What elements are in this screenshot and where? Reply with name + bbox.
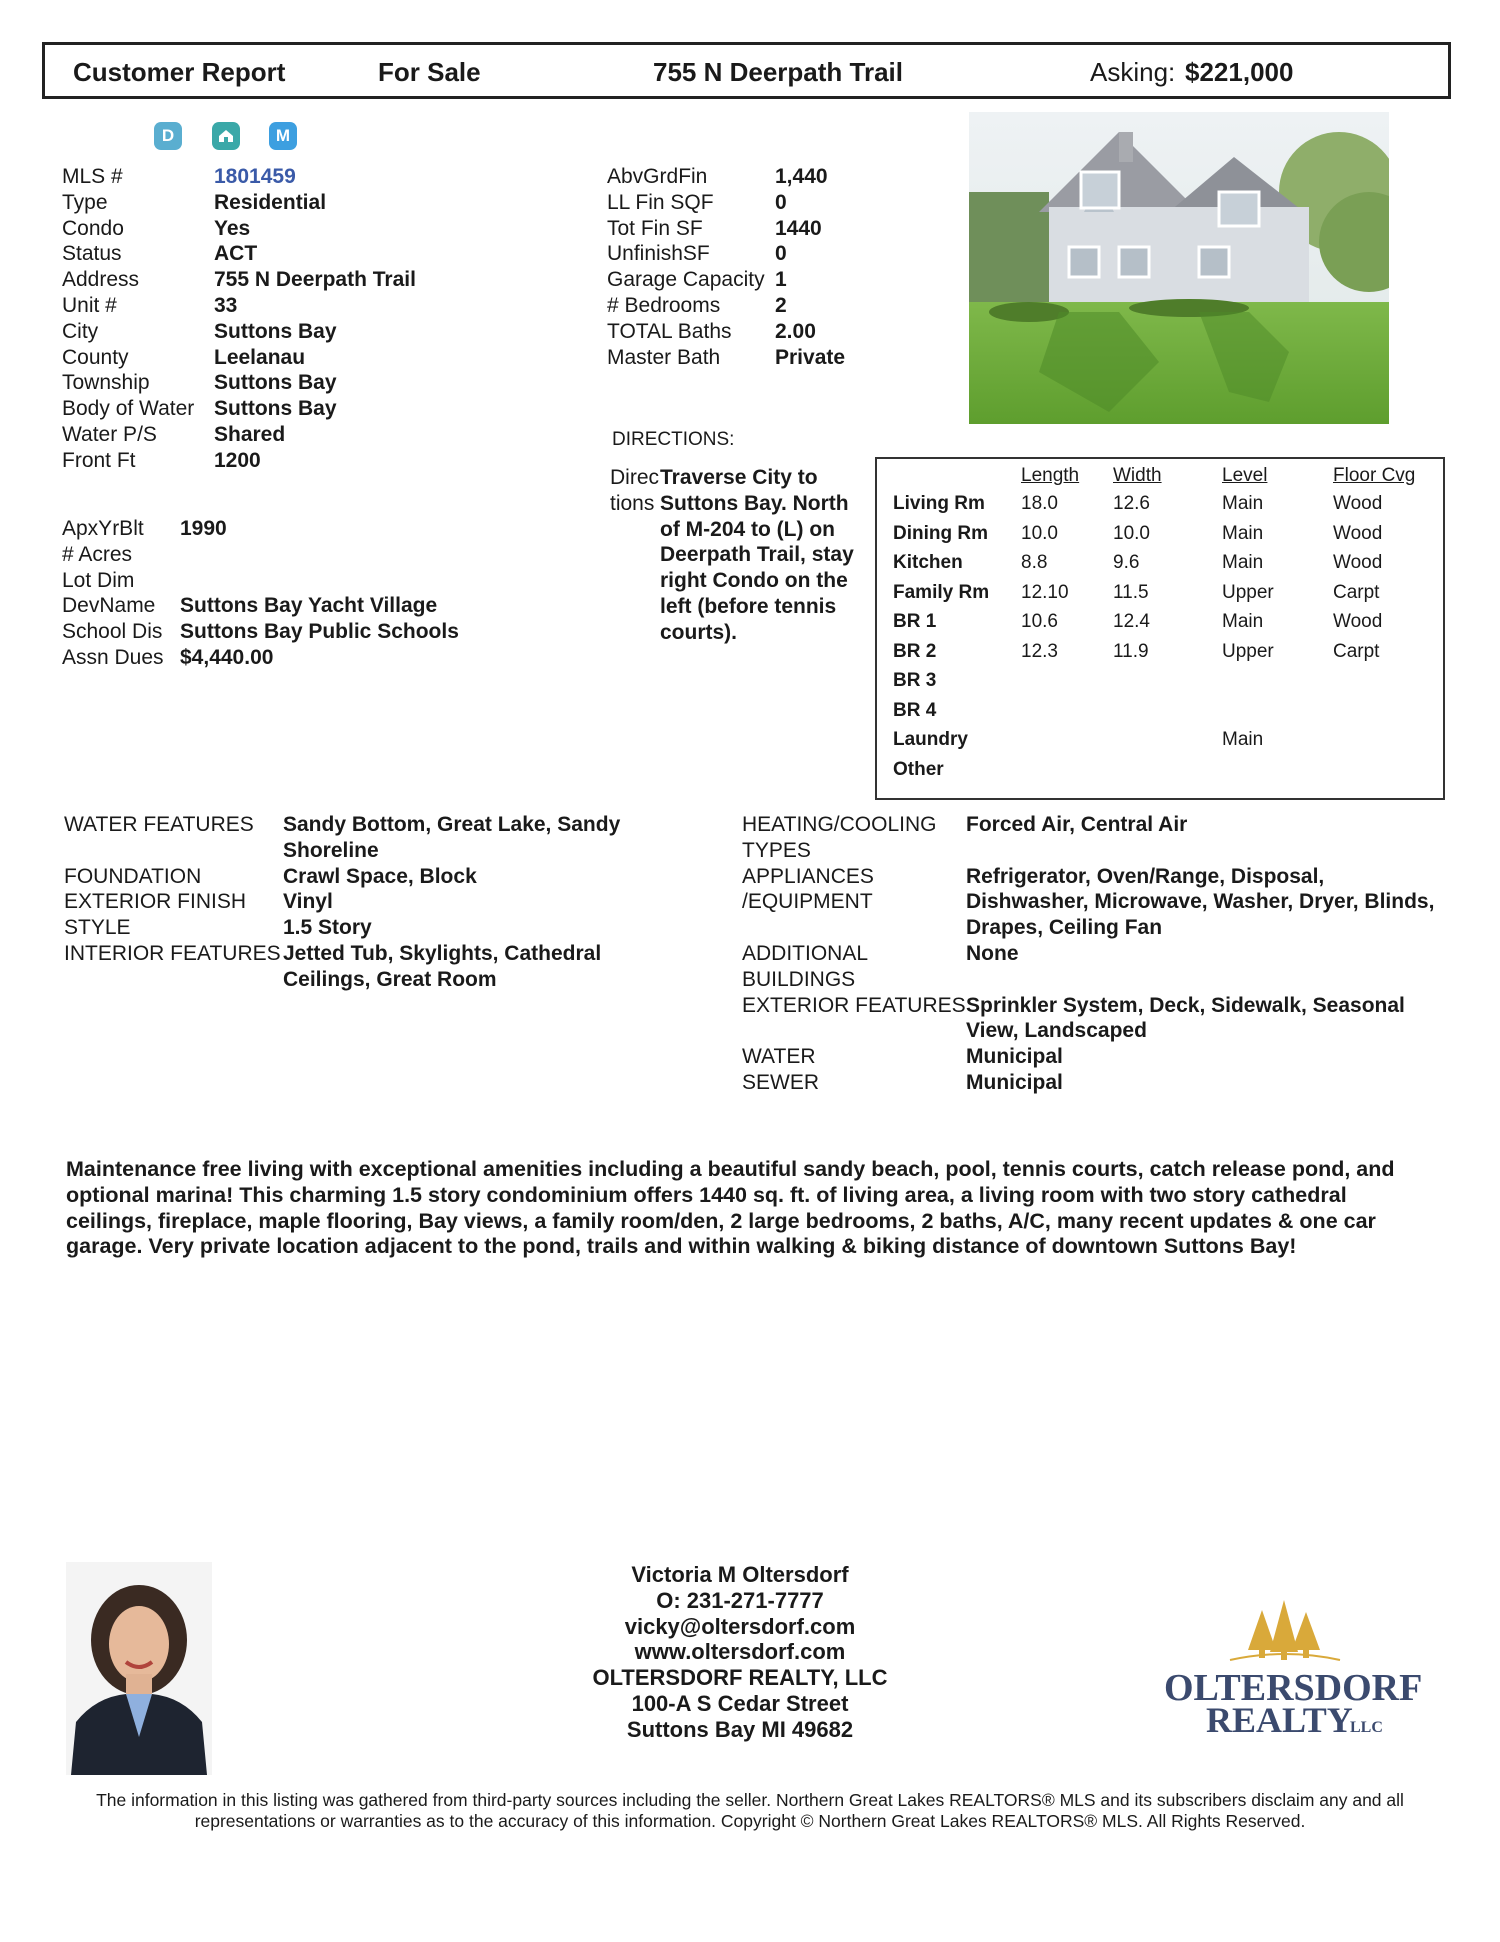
size-value: 1440 (775, 216, 822, 240)
report-title: Customer Report (73, 57, 286, 87)
room-width: 9.6 (1113, 552, 1140, 573)
lot-row (62, 645, 459, 671)
listing-key: County (62, 345, 129, 369)
room-floor: Wood (1333, 522, 1383, 544)
room-width: 10.0 (1113, 522, 1150, 544)
room-name: BR 3 (893, 670, 937, 691)
listing-row (62, 164, 416, 190)
listing-value: ACT (214, 242, 258, 266)
size-row (607, 241, 845, 267)
listing-status: For Sale (378, 57, 481, 87)
room-dimensions-table (875, 457, 1445, 800)
size-key: Garage Capacity (607, 268, 765, 292)
listing-row (62, 241, 416, 267)
listing-row (62, 319, 416, 345)
d-icon[interactable]: D (154, 122, 182, 150)
feature-label: INTERIOR FEATURES (64, 942, 281, 965)
room-width: 11.5 (1113, 581, 1149, 603)
room-length: 12.3 (1021, 640, 1058, 662)
listing-value: 33 (214, 293, 238, 317)
agent-company: OLTERSDORF REALTY, LLC (592, 1665, 888, 1691)
room-length: 12.10 (1021, 581, 1069, 603)
feature-value: Sandy Bottom, Great Lake, Sandy Shoreline (283, 813, 621, 862)
listing-key: MLS # (62, 165, 123, 188)
lot-value: 1990 (180, 517, 227, 540)
listing-value: Suttons Bay (214, 397, 337, 421)
lot-row (62, 619, 459, 645)
room-floor: Wood (1333, 552, 1383, 573)
size-row (607, 267, 845, 293)
listing-key: Address (62, 268, 140, 292)
listing-value: Suttons Bay (214, 319, 337, 343)
agent-city: Suttons Bay MI 49682 (626, 1716, 854, 1742)
feature-label: HEATING/COOLING TYPES (742, 813, 937, 862)
lot-key: ApxYrBlt (62, 517, 144, 540)
directions-text: Traverse City to Suttons Bay. North of M-204 to (L) on Deerpath Trail, stay right Condo on the left (before tennis courts). (660, 466, 854, 644)
agent-email[interactable]: vicky@oltersdorf.com (624, 1613, 856, 1639)
listing-row (62, 448, 416, 474)
feature-value: Refrigerator, Oven/Range, Disposal, Dishwasher, Microwave, Washer, Dryer, Blinds, Drapes, Ceiling Fan (966, 864, 1435, 940)
size-value: 2 (775, 293, 787, 317)
asking-label: Asking: (1090, 57, 1176, 87)
listing-details (62, 164, 416, 474)
room-length: 8.8 (1021, 552, 1048, 573)
room-level: Upper (1222, 640, 1274, 662)
brokerage-logo (1160, 1590, 1430, 1740)
room-name: BR 1 (893, 611, 937, 632)
lot-details (62, 516, 459, 671)
feature-value: Crawl Space, Block (283, 864, 477, 888)
room-width: 11.9 (1113, 640, 1149, 662)
lot-row (62, 593, 459, 619)
logo-line2: REALTY (1206, 1700, 1353, 1740)
room-level: Main (1222, 522, 1264, 544)
room-floor: Carpt (1333, 581, 1380, 603)
property-photo (969, 112, 1389, 424)
listing-key: Township (62, 371, 150, 395)
room-level: Main (1222, 611, 1264, 632)
disclaimer: The information in this listing was gathered from third-party sources including the seller. Northern Great Lakes REALTORS® MLS and its subscribers disclaim any and all representations or warranties as to the accuracy of this information. Copyright © Northern Great Lakes REALTORS® MLS. All Rights Reserved. (96, 1790, 1404, 1831)
lot-row (62, 516, 459, 542)
size-value: 1 (775, 268, 787, 292)
feature-label: EXTERIOR FINISH (64, 890, 247, 914)
room-level: Main (1222, 729, 1264, 750)
size-key: # Bedrooms (607, 293, 721, 317)
property-remarks: Maintenance free living with exceptional amenities including a beautiful sandy beach, pool, tennis courts, catch release pond, and optional marina! This charming 1.5 story condominium offers 1440 sq. ft. of living area, a living room with two story cathedral ceilings, fireplace, maple flooring, Bay views, a family room/den, 2 large bedrooms, 2 baths, A/C, many recent updates & one car garage. Very private location adjacent to the pond, trails and within walking & biking distance of downtown Suttons Bay! (66, 1157, 1395, 1259)
listing-row (62, 293, 416, 319)
room-width: 12.6 (1113, 493, 1150, 514)
col-level: Level (1222, 465, 1268, 486)
size-value: 1,440 (775, 165, 828, 188)
lot-key: DevName (62, 594, 156, 618)
agent-photo (66, 1562, 212, 1775)
size-row (607, 216, 845, 242)
lot-row (62, 542, 459, 568)
listing-key: Body of Water (62, 397, 195, 421)
lot-value: Suttons Bay Yacht Village (180, 594, 438, 618)
agent-contact (540, 1562, 940, 1743)
feature-label: WATER (742, 1045, 816, 1069)
feature-value: Forced Air, Central Air (966, 813, 1188, 836)
size-value: 0 (775, 242, 787, 266)
size-key: LL Fin SQF (607, 190, 714, 214)
room-length: 10.6 (1021, 611, 1058, 632)
feature-label: SEWER (742, 1071, 820, 1094)
size-row (607, 319, 845, 345)
listing-row (62, 345, 416, 371)
size-key: TOTAL Baths (607, 319, 732, 343)
size-row (607, 293, 845, 319)
agent-street: 100-A S Cedar Street (631, 1690, 849, 1716)
listing-key: City (62, 319, 99, 343)
logo-suffix: LLC (1350, 1719, 1383, 1736)
col-length: Length (1021, 465, 1080, 486)
size-key: AbvGrdFin (607, 165, 708, 188)
feature-value: 1.5 Story (283, 916, 372, 940)
room-floor: Carpt (1333, 640, 1380, 662)
room-name: Laundry (893, 729, 968, 750)
listing-value: Suttons Bay (214, 371, 337, 395)
listing-key: Status (62, 242, 122, 266)
feature-value: Jetted Tub, Skylights, Cathedral Ceilings, Great Room (283, 942, 602, 991)
listing-key: Condo (62, 216, 124, 240)
lot-key: # Acres (62, 542, 133, 566)
directions-label: Directions (610, 466, 660, 515)
feature-value: Municipal (966, 1071, 1063, 1094)
size-key: Master Bath (607, 345, 721, 369)
m-icon[interactable]: M (269, 122, 297, 150)
feature-label: FOUNDATION (64, 864, 202, 888)
lot-row (62, 568, 459, 594)
listing-key: Type (62, 190, 108, 214)
room-level: Main (1222, 493, 1264, 514)
room-level: Upper (1222, 581, 1274, 603)
feature-label: ADDITIONAL BUILDINGS (742, 942, 868, 991)
listing-value: Leelanau (214, 345, 306, 369)
lot-key: Assn Dues (62, 645, 164, 669)
report-header (42, 42, 1451, 99)
listing-value: 755 N Deerpath Trail (214, 268, 416, 292)
size-value: 0 (775, 190, 787, 214)
feature-value: Sprinkler System, Deck, Sidewalk, Seasonal View, Landscaped (966, 993, 1405, 1043)
room-name: Kitchen (893, 552, 963, 573)
size-row (607, 190, 845, 216)
col-width: Width (1113, 465, 1162, 486)
size-value: 2.00 (775, 319, 816, 343)
col-floor-cvg: Floor Cvg (1333, 465, 1416, 486)
room-level: Main (1222, 552, 1264, 573)
size-key: Tot Fin SF (607, 216, 703, 240)
listing-value: Yes (214, 216, 251, 240)
agent-website[interactable]: www.oltersdorf.com (634, 1639, 846, 1665)
size-row (607, 345, 845, 371)
feature-value: None (966, 942, 1019, 965)
listing-key: Water P/S (62, 422, 157, 446)
room-name: BR 4 (893, 699, 937, 721)
room-name: BR 2 (893, 640, 937, 662)
size-value: Private (775, 345, 846, 369)
listing-row (62, 422, 416, 448)
listing-row (62, 216, 416, 242)
listing-row (62, 190, 416, 216)
feature-value: Municipal (966, 1045, 1063, 1069)
room-name: Family Rm (893, 581, 990, 603)
room-name: Dining Rm (893, 522, 988, 544)
feature-value: Vinyl (283, 890, 333, 914)
room-floor: Wood (1333, 611, 1383, 632)
listing-value: Shared (214, 422, 286, 446)
room-length: 18.0 (1021, 493, 1058, 514)
agent-name: Victoria M Oltersdorf (631, 1562, 849, 1587)
feature-label: EXTERIOR FEATURES (742, 993, 966, 1017)
listing-key: Unit # (62, 293, 117, 317)
listing-value: Residential (214, 190, 327, 214)
size-key: UnfinishSF (607, 242, 710, 266)
listing-row (62, 267, 416, 293)
lot-value: $4,440.00 (180, 645, 274, 669)
listing-value: 1801459 (214, 165, 296, 188)
size-details (607, 164, 845, 370)
feature-label: STYLE (64, 916, 131, 940)
room-length: 10.0 (1021, 522, 1058, 544)
header-address: 755 N Deerpath Trail (653, 57, 903, 87)
listing-value: 1200 (214, 448, 261, 472)
lot-key: School Dis (62, 620, 163, 644)
home-icon[interactable] (212, 122, 240, 150)
asking-price: $221,000 (1185, 57, 1294, 87)
size-row (607, 164, 845, 190)
room-floor: Wood (1333, 493, 1383, 514)
room-name: Living Rm (893, 493, 985, 514)
listing-key: Front Ft (62, 448, 136, 472)
directions-heading: DIRECTIONS: (612, 429, 735, 450)
agent-phone[interactable]: O: 231-271-7777 (656, 1587, 824, 1613)
lot-key: Lot Dim (62, 568, 135, 592)
room-width: 12.4 (1113, 611, 1150, 632)
listing-row (62, 396, 416, 422)
feature-label: WATER FEATURES (64, 813, 254, 836)
listing-row (62, 370, 416, 396)
lot-value: Suttons Bay Public Schools (180, 620, 459, 644)
feature-label: APPLIANCES /EQUIPMENT (742, 864, 874, 914)
logo-line1: OLTERSDORF (1164, 1667, 1423, 1709)
room-name: Other (893, 758, 944, 780)
